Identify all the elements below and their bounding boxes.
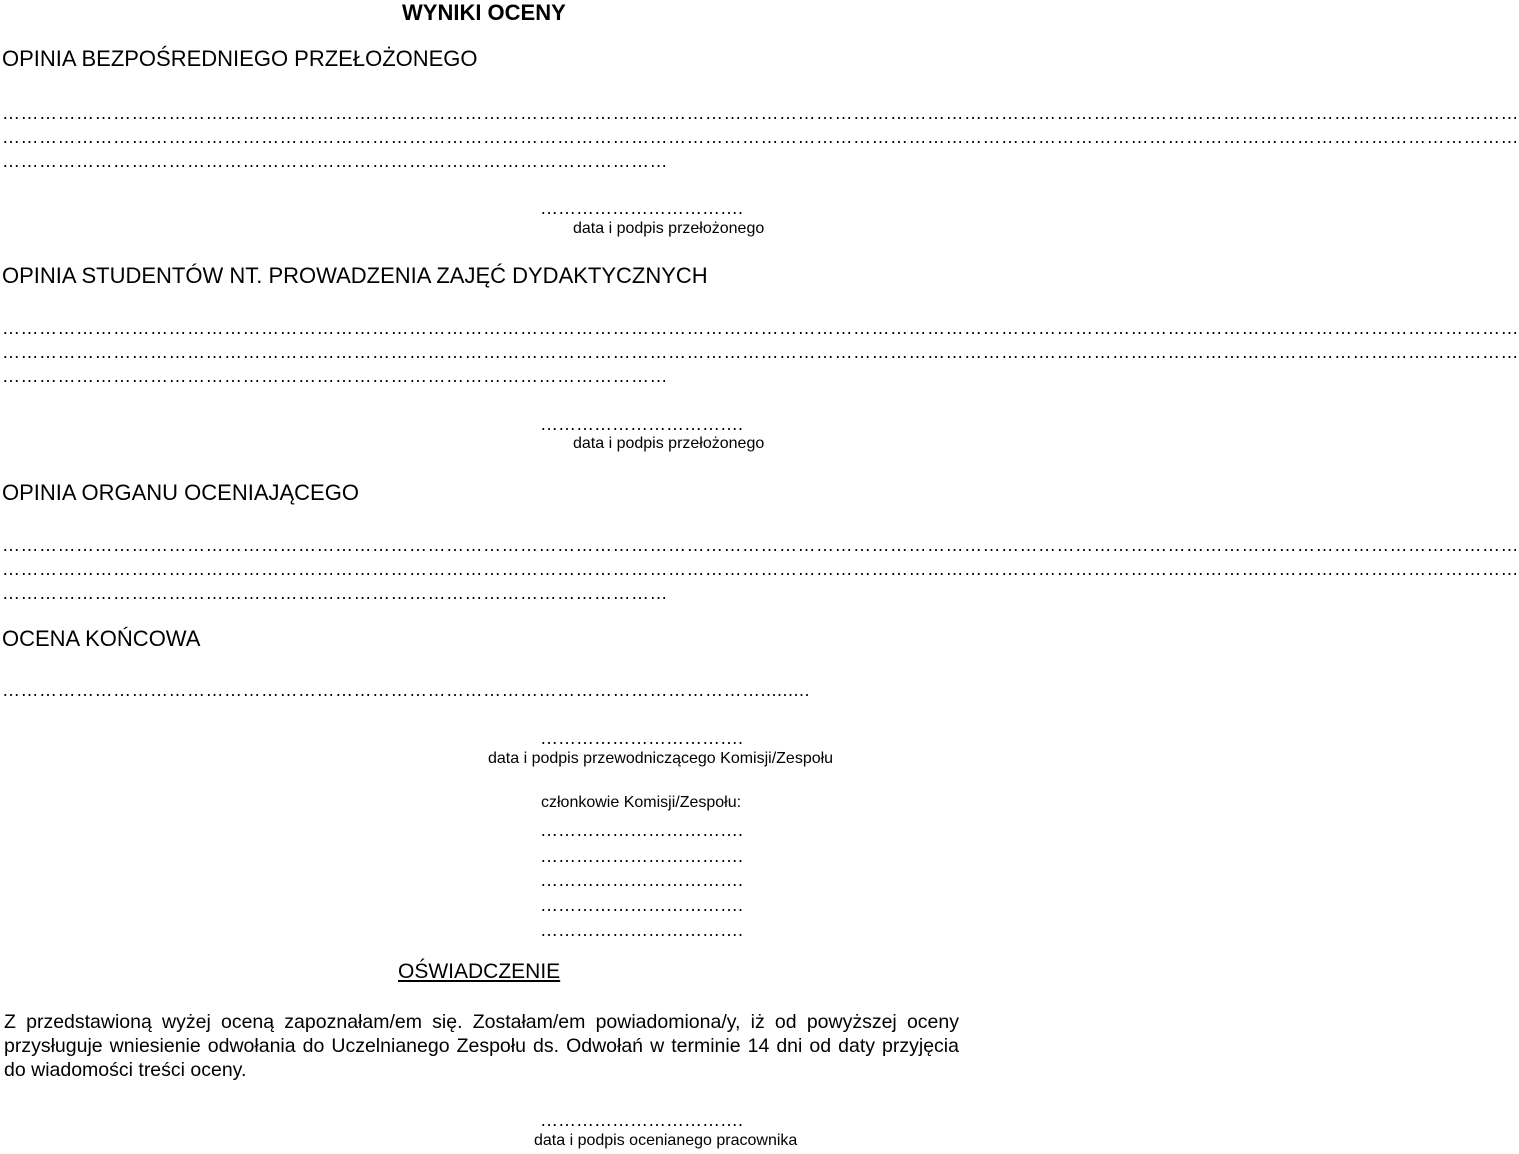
member-signature-line-2[interactable]: ……………………………. [540, 846, 744, 866]
chair-signature-line[interactable]: ……………………………. [540, 728, 744, 748]
students-opinion-line-3[interactable]: ……………………………………………………………………………………………… [2, 366, 668, 386]
supervisor-signature-caption: data i podpis przełożonego [573, 220, 765, 237]
students-opinion-line-2[interactable]: ………………………………………………………………………………………………………………………………………………………………………………………………………………………… [2, 342, 1519, 362]
students-opinion-heading: OPINIA STUDENTÓW NT. PROWADZENIA ZAJĘĆ DYDAKTYCZNYCH [2, 263, 708, 288]
supervisor-signature-line[interactable]: ……………………………. [540, 198, 744, 218]
employee-signature-caption: data i podpis ocenianego pracownika [534, 1132, 798, 1149]
supervisor-opinion-line-3[interactable]: ……………………………………………………………………………………………… [2, 151, 668, 171]
member-signature-line-4[interactable]: ……………………………. [540, 895, 744, 915]
member-signature-line-5[interactable]: ……………………………. [540, 920, 744, 940]
organ-opinion-heading: OPINIA ORGANU OCENIAJĄCEGO [2, 480, 359, 505]
chair-signature-caption: data i podpis przewodniczącego Komisji/Zespołu [488, 750, 834, 767]
member-signature-line-1[interactable]: ……………………………. [540, 820, 744, 840]
students-signature-line[interactable]: ……………………………. [540, 414, 744, 434]
students-signature-caption: data i podpis przełożonego [573, 435, 765, 452]
organ-opinion-line-3[interactable]: ……………………………………………………………………………………………… [2, 583, 668, 603]
supervisor-opinion-line-2[interactable]: ………………………………………………………………………………………………………………………………………………………………………………………………………………………… [2, 127, 1519, 147]
organ-opinion-line-2[interactable]: ………………………………………………………………………………………………………………………………………………………………………………………………………………………… [2, 559, 1519, 579]
supervisor-opinion-line-1[interactable]: ………………………………………………………………………………………………………………………………………………………………………………………………………………………… [2, 103, 1519, 123]
page-title: WYNIKI OCENY [402, 0, 566, 25]
employee-signature-line[interactable]: ……………………………. [540, 1110, 744, 1130]
supervisor-opinion-heading: OPINIA BEZPOŚREDNIEGO PRZEŁOŻONEGO [2, 46, 478, 71]
students-opinion-line-1[interactable]: ………………………………………………………………………………………………………………………………………………………………………………………………………………………… [2, 318, 1519, 338]
statement-heading: OŚWIADCZENIE [398, 960, 561, 983]
member-signature-line-3[interactable]: ……………………………. [540, 870, 744, 890]
members-label: członkowie Komisji/Zespołu: [541, 794, 742, 811]
final-evaluation-heading: OCENA KOŃCOWA [2, 626, 201, 651]
organ-opinion-line-1[interactable]: ………………………………………………………………………………………………………………………………………………………………………………………………………………………… [2, 535, 1519, 555]
final-evaluation-line[interactable]: ……………………………………………………………………………………………………………......... [2, 680, 811, 700]
statement-text: Z przedstawioną wyżej oceną zapoznałam/em się. Zostałam/em powiadomiona/y, iż od powyższej oceny przysługuje wniesienie odwołania do Uczelnianego Zespołu ds. Odwołań w terminie 14 dni od daty przyjęcia do wiadomości treści oceny. [4, 1011, 959, 1081]
